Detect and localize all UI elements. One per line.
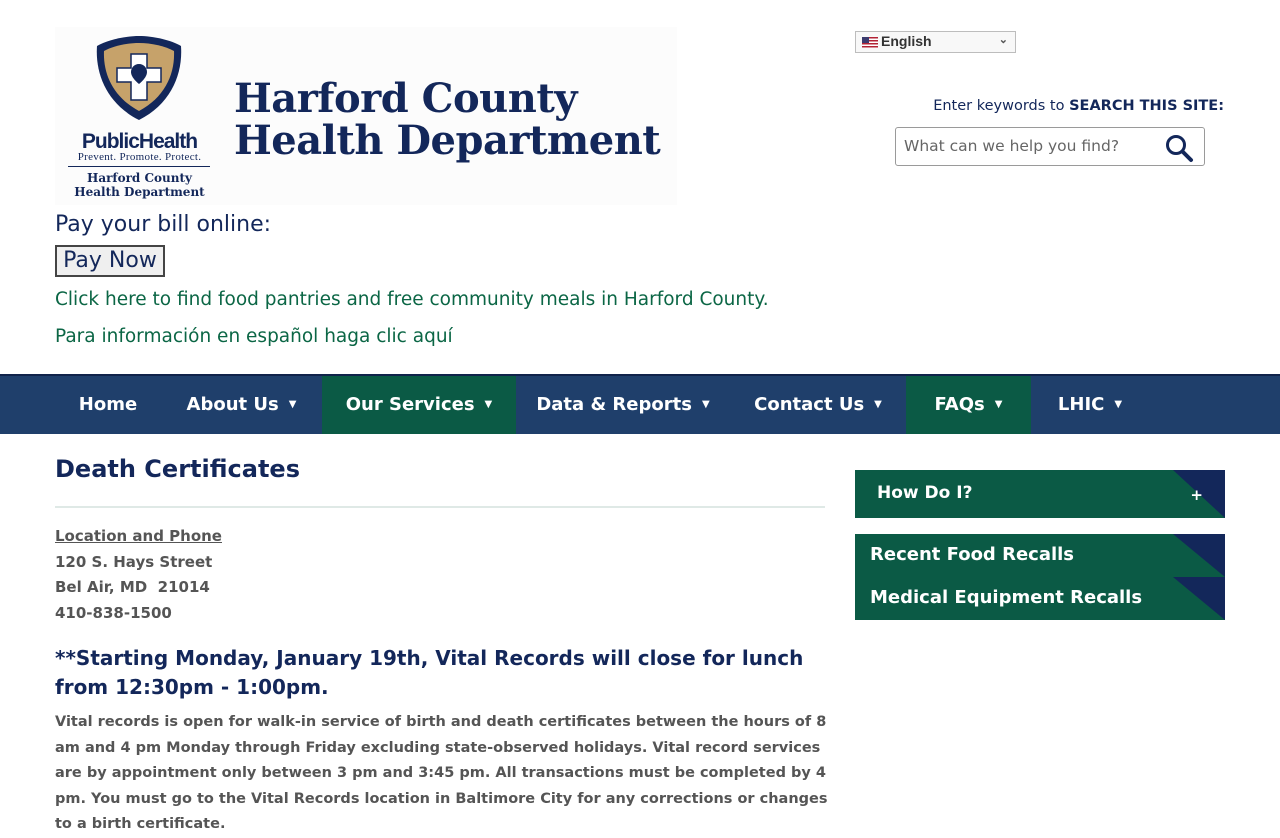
nav-contact-us[interactable] — [730, 376, 906, 434]
corner-accent — [1173, 534, 1225, 577]
logo-wordmark: PublicHealth — [81, 130, 198, 153]
nav-faqs[interactable] — [906, 376, 1031, 434]
food-pantries-link[interactable]: Click here to find food pantries and free community meals in Harford County. — [55, 289, 769, 310]
logo-divider — [68, 166, 210, 167]
nav-contact-us-label: Contact Us — [754, 394, 865, 415]
nav-data-reports[interactable] — [516, 376, 730, 434]
nav-data-reports-label: Data & Reports — [536, 394, 692, 415]
nav-about-us[interactable] — [161, 376, 322, 434]
language-select[interactable] — [855, 31, 1016, 53]
recent-food-recalls-link[interactable]: Recent Food Recalls — [870, 544, 1075, 565]
us-flag-icon — [862, 37, 878, 48]
pay-now-button[interactable]: Pay Now — [55, 245, 165, 277]
caret-down-icon: ▼ — [874, 399, 882, 410]
pay-bill-label: Pay your bill online: — [55, 212, 272, 237]
nav-about-us-label: About Us — [186, 394, 279, 415]
logo-tagline: Prevent. Promote. Protect. — [77, 151, 202, 163]
address-line1: 120 S. Hays Street — [55, 553, 213, 571]
address-line2: Bel Air, MD 21014 — [55, 578, 210, 596]
spanish-info-link[interactable]: Para información en español haga clic aquí — [55, 326, 453, 347]
nav-home[interactable] — [55, 376, 161, 434]
phone-number: 410-838-1500 — [55, 604, 172, 622]
title-divider — [55, 506, 825, 508]
search-box[interactable] — [895, 127, 1205, 166]
nav-lhic-label: LHIC — [1057, 394, 1105, 415]
nav-home-label: Home — [78, 394, 138, 415]
caret-down-icon: ▼ — [288, 399, 297, 410]
location-heading: Location and Phone — [55, 527, 222, 545]
logo-small-line1: Harford County — [86, 171, 192, 185]
caret-down-icon: ▼ — [994, 399, 1003, 410]
nav-our-services-label: Our Services — [345, 394, 475, 415]
caret-down-icon: ▼ — [484, 399, 493, 410]
main-nav — [0, 374, 1280, 434]
corner-accent — [1173, 577, 1225, 620]
search-input[interactable] — [904, 134, 1154, 158]
nav-our-services[interactable] — [322, 376, 516, 434]
nav-lhic[interactable] — [1031, 376, 1149, 434]
hours-paragraph: Vital records is open for walk-in service of birth and death certificates between the hours of 8 am and 4 pm Monday through Friday excluding state-observed holidays. Vital record services are by appointment only between 3 pm and 3:45 pm. All transactions must be completed by 4 pm. You must go to the Vital Records location in Baltimore City for any corrections or changes to a birth certificate. — [55, 714, 828, 832]
chevron-down-icon: ⌄ — [998, 34, 1008, 46]
caret-down-icon: ▼ — [1114, 399, 1123, 410]
medical-equipment-recalls-link[interactable]: Medical Equipment Recalls — [870, 587, 1143, 608]
department-name-line1: Harford County — [234, 75, 578, 122]
how-do-i-label: How Do I? — [877, 483, 973, 503]
search-icon[interactable] — [1164, 133, 1194, 163]
search-prompt: Enter keywords to SEARCH THIS SITE: — [933, 98, 1224, 114]
plus-icon: + — [1190, 486, 1203, 504]
logo-small-line2: Health Department — [74, 185, 205, 199]
how-do-i-toggle[interactable] — [855, 470, 1225, 518]
language-label: English — [881, 33, 932, 49]
nav-faqs-label: FAQs — [934, 394, 985, 415]
recalls-box — [855, 534, 1225, 620]
department-name-line2: Health Department — [234, 117, 661, 164]
shield-logo-icon — [95, 34, 183, 122]
page-title: Death Certificates — [55, 455, 300, 483]
lunch-closure-notice: **Starting Monday, January 19th, Vital Records will close for lunch from 12:30pm - 1:00pm. — [55, 646, 804, 699]
caret-down-icon: ▼ — [701, 399, 710, 410]
